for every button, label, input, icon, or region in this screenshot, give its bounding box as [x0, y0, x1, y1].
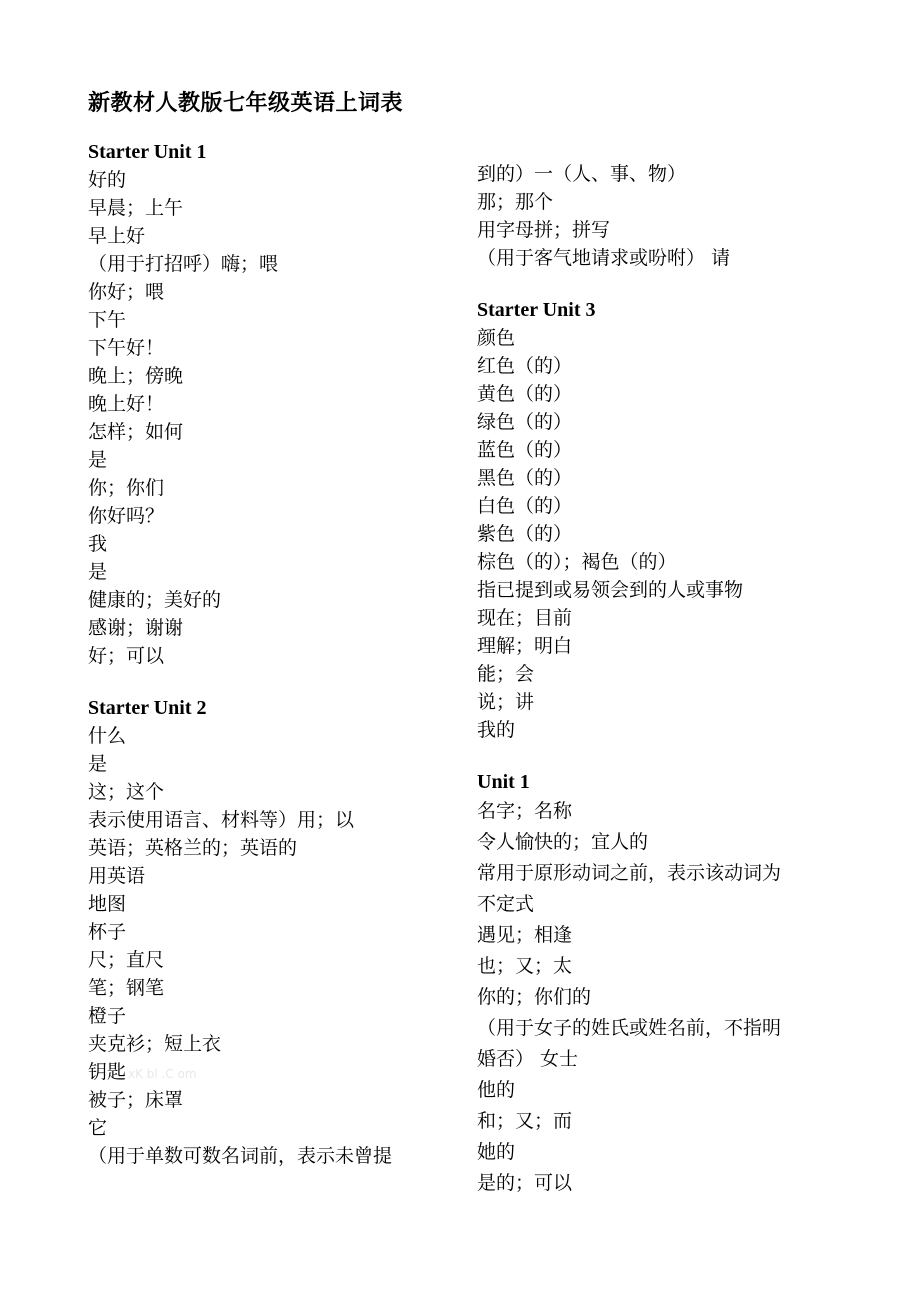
word-entry: 黄色（的）	[477, 383, 573, 405]
word-entry: 是	[88, 561, 108, 583]
word-entry: 能；会	[477, 663, 535, 685]
word-entry: 你的；你们的	[477, 986, 592, 1008]
word-entry: 颜色	[477, 327, 516, 349]
word-entry: 红色（的）	[477, 355, 573, 377]
word-entry: 绿色（的）	[477, 411, 573, 433]
word-entry: 它	[88, 1117, 108, 1139]
word-entry: 不定式	[477, 893, 535, 915]
section-heading-unit-1: Unit 1	[477, 771, 530, 793]
word-entry: 夹克衫；短上衣	[88, 1033, 222, 1055]
right-column	[477, 160, 847, 1199]
word-entry: 你；你们	[88, 477, 165, 499]
word-entry: 尺；直尺	[88, 949, 165, 971]
word-list-starter-unit-3	[477, 324, 847, 744]
word-entry: 用字母拼；拼写	[477, 219, 611, 241]
word-entry: （用于客气地请求或吩咐） 请	[477, 247, 731, 269]
word-entry: 到的）一（人、事、物）	[477, 163, 687, 185]
word-entry: 表示使用语言、材料等）用；以	[88, 809, 355, 831]
word-entry: 紫色（的）	[477, 523, 573, 545]
word-entry: 下午好！	[88, 337, 165, 359]
word-entry: 怎样；如何	[88, 421, 184, 443]
word-entry: 我的	[477, 719, 516, 741]
word-entry: 遇见；相逢	[477, 924, 573, 946]
word-entry: 这；这个	[88, 781, 165, 803]
word-entry: 是的；可以	[477, 1172, 573, 1194]
word-entry: （用于单数可数名词前，表示未曾提	[88, 1145, 393, 1167]
word-entry: 下午	[88, 309, 127, 331]
word-entry: 他的	[477, 1079, 516, 1101]
word-entry: 被子；床罩	[88, 1089, 184, 1111]
word-entry: 说；讲	[477, 691, 535, 713]
word-entry: 晚上好！	[88, 393, 165, 415]
word-entry: 蓝色（的）	[477, 439, 573, 461]
word-entry: 什么	[88, 725, 127, 747]
word-list-starter-unit-2	[88, 722, 458, 1170]
word-entry: 常用于原形动词之前，表示该动词为	[477, 862, 782, 884]
word-entry: 那；那个	[477, 191, 554, 213]
word-entry: 晚上；傍晚	[88, 365, 184, 387]
word-entry: 橙子	[88, 1005, 127, 1027]
word-entry: 你好；喂	[88, 281, 165, 303]
word-entry: 理解；明白	[477, 635, 573, 657]
word-entry: 现在；目前	[477, 607, 573, 629]
word-entry: 早晨；上午	[88, 197, 184, 219]
word-entry: 婚否） 女士	[477, 1048, 579, 1070]
word-entry: 英语；英格兰的；英语的	[88, 837, 298, 859]
word-entry: 你好吗？	[88, 505, 165, 527]
word-list-starter-unit-2-continued	[477, 160, 847, 272]
word-entry: 好的	[88, 169, 127, 191]
word-entry: （用于女子的姓氏或姓名前，不指明	[477, 1017, 782, 1039]
word-entry: 指已提到或易领会到的人或事物	[477, 579, 744, 601]
watermark: xK bl .C om	[128, 1067, 197, 1081]
word-entry: 和；又；而	[477, 1110, 573, 1132]
word-entry: 也；又；太	[477, 955, 573, 977]
word-entry: 棕色（的）；褐色（的）	[477, 551, 677, 573]
word-entry: 她的	[477, 1141, 516, 1163]
word-list-unit-1	[477, 796, 847, 1199]
word-entry: 钥匙 xK bl .C om	[88, 1061, 197, 1083]
section-heading-starter-unit-2: Starter Unit 2	[88, 697, 207, 719]
word-entry: 杯子	[88, 921, 127, 943]
word-entry: 感谢；谢谢	[88, 617, 184, 639]
document-title: 新教材人教版七年级英语上词表	[88, 91, 404, 116]
word-entry: 名字；名称	[477, 800, 573, 822]
word-entry: 黑色（的）	[477, 467, 573, 489]
word-entry: 健康的；美好的	[88, 589, 222, 611]
word-entry: 地图	[88, 893, 127, 915]
word-entry: 用英语	[88, 865, 146, 887]
word-entry: 白色（的）	[477, 495, 573, 517]
left-column	[88, 138, 458, 1170]
word-entry: 是	[88, 449, 108, 471]
word-entry: 好；可以	[88, 645, 165, 667]
word-entry: 令人愉快的；宜人的	[477, 831, 649, 853]
word-entry: 笔；钢笔	[88, 977, 165, 999]
word-list-starter-unit-1	[88, 166, 458, 670]
section-heading-starter-unit-1: Starter Unit 1	[88, 141, 207, 163]
section-heading-starter-unit-3: Starter Unit 3	[477, 299, 596, 321]
word-entry: 我	[88, 533, 108, 555]
word-entry: （用于打招呼）嗨；喂	[88, 253, 279, 275]
word-entry: 早上好	[88, 225, 146, 247]
word-entry: 是	[88, 753, 108, 775]
